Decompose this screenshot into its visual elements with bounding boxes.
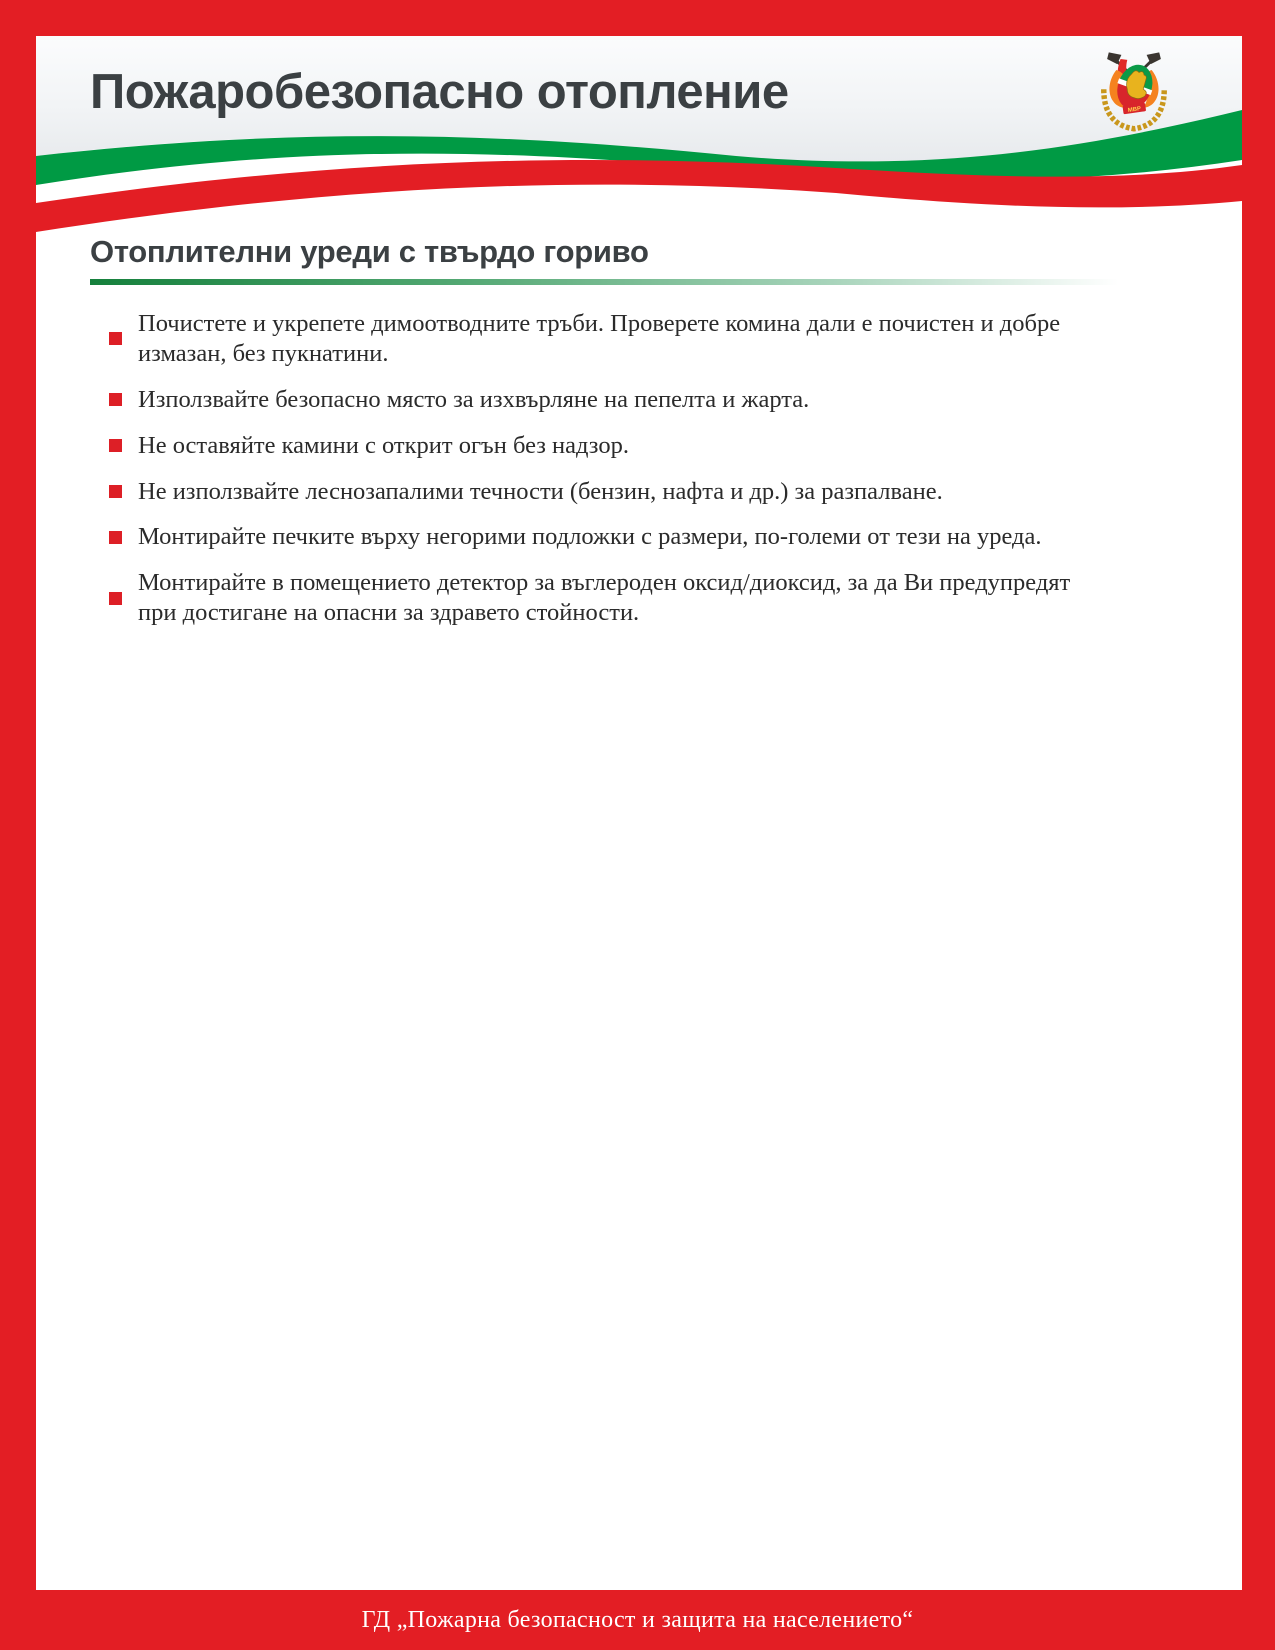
red-square-bullet-icon [109, 531, 122, 544]
list-item [90, 522, 1095, 552]
main-content [90, 234, 1172, 644]
list-item [90, 568, 1095, 628]
red-square-bullet-icon [109, 332, 122, 345]
list-item [90, 431, 1095, 461]
bullet-text: Почистете и укрепете димоотводните тръби. Проверете комина дали е почистен и добре измазан, без пукнатини. [138, 310, 1061, 367]
content-sheet [36, 36, 1242, 1590]
bullet-text: Не оставяйте камини с открит огън без надзор. [138, 431, 629, 459]
bullet-text: Монтирайте в помещението детектор за въглероден оксид/диоксид, за да Ви предупредят при достигане на опасни за здравето стойности. [138, 569, 1071, 627]
bullet-list [90, 309, 1095, 628]
bullet-text: Използвайте безопасно място за изхвърляне на пепелта и жарта. [138, 385, 810, 413]
list-item [90, 385, 1095, 415]
section-heading-rule [90, 279, 1150, 285]
red-square-bullet-icon [109, 439, 122, 452]
footer-text: ГД „Пожарна безопасност и защита на населението“ [361, 1606, 914, 1633]
red-square-bullet-icon [109, 592, 122, 605]
fire-service-emblem-logo [1092, 48, 1176, 144]
red-square-bullet-icon [109, 485, 122, 498]
list-item [90, 309, 1095, 369]
bullet-text: Не използвайте леснозапалими течности (бензин, нафта и др.) за разпалване. [138, 477, 943, 505]
section-heading: Отоплителни уреди с твърдо гориво [90, 234, 649, 269]
bullet-text: Монтирайте печките върху негорими подложки с размери, по-големи от тези на уреда. [138, 523, 1042, 551]
emblem-banner-text: МВР [1127, 106, 1142, 114]
footer-band [0, 1590, 1275, 1650]
page-title: Пожаробезопасно отопление [90, 65, 789, 119]
red-square-bullet-icon [109, 393, 122, 406]
list-item [90, 477, 1095, 507]
